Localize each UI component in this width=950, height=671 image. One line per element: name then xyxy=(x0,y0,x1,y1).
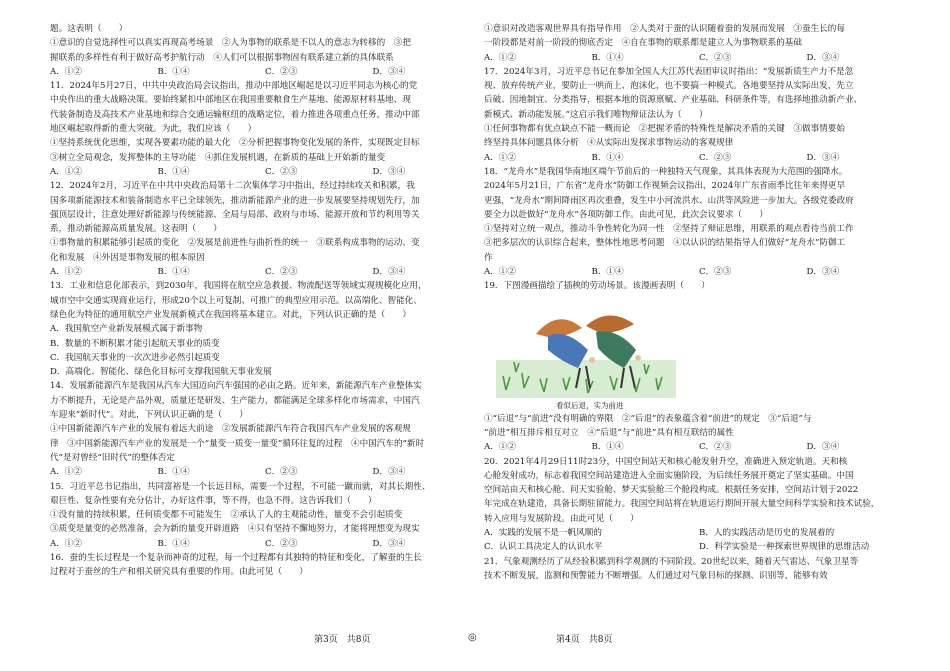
right-column-bottom xyxy=(484,412,914,584)
answer-option: A．①② xyxy=(484,52,516,63)
right-column xyxy=(484,22,914,583)
text-line: 空间站由天和核心舱、问天实验舱、梦天实验舱三个舱段构成。根据任务安排，空间站计划于2022 xyxy=(484,485,859,496)
page-number-left: 第3页 共8页 xyxy=(314,635,371,645)
answer-options xyxy=(484,440,914,454)
text-line: ①任何事物都有优点缺点不能一概而论 ②把握矛盾的特殊性是解决矛盾的关键 ③做事情要始 xyxy=(484,124,845,135)
text-line: ③把多层次的认识综合起来，整体性地思考问题 ④以认识的结果指导人们做好“龙舟水”防御工 xyxy=(484,238,846,249)
text-line: B．数量的不断积累才能引起航天事业的质变 xyxy=(50,338,220,349)
text-line: 后破、因地制宜、分类指导，根据本地的资源禀赋、产业基础、科研条件等，有选择地推动新产业、 xyxy=(484,95,863,106)
answer-option: B．①④ xyxy=(591,152,624,163)
answer-option: B．①④ xyxy=(591,267,624,278)
answer-option: A．①② xyxy=(50,66,82,77)
text-line: 一阶段都是对前一阶段的彻底否定 ④自在事物的联系都是建立人为事物联系的基础 xyxy=(484,38,802,49)
answer-option: A．①② xyxy=(50,467,82,478)
text-line: 强顶层设计，注意处理好新能源与传统能源、全局与局部、政府与市场、能源开放和节约利用等关 xyxy=(50,209,420,220)
answer-option: B．①④ xyxy=(157,467,190,478)
answer-option: D．③④ xyxy=(806,52,840,63)
answer-option: D．③④ xyxy=(806,152,840,163)
text-line: 国多项新能源技术和装备制造水平已全球领先，推动新能源产业的进一步发展要坚持规划先行，加 xyxy=(50,195,420,206)
text-line: 12．2024年2月，习近平在中共中央政治局第十二次集体学习中指出，经过持续攻关和积累，我 xyxy=(50,181,415,192)
text-line: A．我国航空产业新发展模式属于新事物 xyxy=(50,324,203,335)
text-line: 11．2024年5月27日，中共中央政治局会议指出，推动中部地区崛起是以习近平同志为核心的党 xyxy=(50,81,418,92)
text-line: ①坚持对立统一观点，推动斗争性转化为同一性 ②坚持了辩证思维，用联系的观点看待当前工作 xyxy=(484,224,854,235)
answer-option: D．③④ xyxy=(372,166,406,177)
answer-options xyxy=(50,465,480,479)
text-line: 要全力以赴做好“龙舟水”各项防御工作。由此可见，此次会议要求（ ） xyxy=(484,209,768,220)
answer-option: C．②③ xyxy=(699,442,732,453)
rice-planting-cartoon-icon xyxy=(496,298,676,398)
right-column-top xyxy=(484,22,914,294)
answer-option: A．①② xyxy=(484,152,516,163)
answer-option: B．①④ xyxy=(591,52,624,63)
text-line: 握联系的多样性有利于做好高考护航行动 ④人们可以根据事物固有联系建立新的具体联系 xyxy=(50,52,394,63)
answer-options xyxy=(484,51,914,65)
binding-hole-icon: ◎ xyxy=(468,632,477,643)
text-line: 艰巨性、复杂性要有充分估计，办好这件事，等不得，也急不得。这告诉我们（ ） xyxy=(50,495,377,506)
text-line: 年完成在轨建造，具备长期驻留能力。我国空间站将在轨道运行期间开展大量空间科学实验和技术试验， xyxy=(484,499,880,510)
text-line: 技术不断发展，监测和预警能力不断增强。人们通过对气象目标的探测、识别等，能够有效 xyxy=(484,570,828,581)
text-line: 19．下图漫画描绘了插秧的劳动场景。该漫画表明（ ） xyxy=(484,281,710,292)
answer-option: B．①④ xyxy=(157,166,190,177)
text-line: ①坚持系统优化思维，实现各要素功能的最大化 ②分析把握事物变化发展的条件，实现既定目标 xyxy=(50,138,420,149)
text-line: 21．气象观测经历了从经验积累到科学观测的不同阶段。20世纪以来，随着天气雷达、气象卫星等 xyxy=(484,556,859,567)
text-line: ③树立全局观念，发挥整体的主导功能 ④抓住发展机遇，在新质的基础上开始新的量变 xyxy=(50,152,386,163)
answer-option: C．认识工具决定人的认识水平 xyxy=(484,542,603,553)
answer-option: A．①② xyxy=(484,267,516,278)
page-number-right: 第4页 共8页 xyxy=(556,635,613,645)
text-line: 视、放弃传统产业，要防止一哄而上、泡沫化，也不要搞一种模式。各地要坚持从实际出发，先立 xyxy=(484,81,854,92)
text-line: 力不断提升，无论是产品外观，质量还是研发、生产能力，都能满足全球多样化市场需求，中国汽 xyxy=(50,395,420,406)
answer-option: A．①② xyxy=(50,166,82,177)
answer-option: B．①④ xyxy=(157,267,190,278)
figure-caption: 看似后退，实为前进 xyxy=(556,400,624,410)
text-line: 律 ③中国新能源汽车产业的发展是一个“量变一质变一量变”循环往复的过程 ④中国汽车的“新时 xyxy=(50,438,425,449)
text-line: 终坚持具体问题具体分析 ④从实际出发探求事物运动的客观规律 xyxy=(484,138,734,149)
text-line: C．我国航天事业的一次次进步必然引起质变 xyxy=(50,352,220,363)
text-line: 14．发展新能源汽车是我国从汽车大国迈向汽车强国的必由之路。近年来，新能源汽车产业整体实 xyxy=(50,381,422,392)
text-line: ①事物量的积累能够引起质的变化 ②发展是前进性与曲折性的统一 ③联系构成事物的运动、变 xyxy=(50,238,420,249)
answer-option: C．②③ xyxy=(265,166,298,177)
text-line: 转入应用与发展阶段。由此可见（ ） xyxy=(484,513,639,524)
text-line: ①中国新能源汽车产业的发展有着远大前途 ②发展新能源汽车符合我国汽车产业发展的客观规 xyxy=(50,424,411,435)
text-line: 地区崛起取得新的重大突破。为此，我们应该（ ） xyxy=(50,124,257,135)
answer-option: B．①④ xyxy=(157,538,190,549)
answer-options xyxy=(484,151,914,165)
text-line: 城市空中交通实现商业运行，形成20个以上可复制、可推广的典型应用示范。以高端化、智能化、 xyxy=(50,295,422,306)
answer-option: D．③④ xyxy=(372,66,406,77)
answer-option: D．科学实验是一种探索世界规律的思维活动 xyxy=(699,542,870,553)
text-line: 新模式、新动能发展。”这启示我们唯物辩证法认为（ ） xyxy=(484,109,708,120)
text-line: 绿色化为特征的通用航空产业发展新模式在我国将基本建立。对此，下列认识正确的是（ ） xyxy=(50,309,411,320)
cartoon-figure xyxy=(496,298,676,410)
answer-option: A．①② xyxy=(50,267,82,278)
text-line: 15．习近平总书记指出，共同富裕是一个长远目标，需要一个过程，不可能一蹴而就，对其长期性、 xyxy=(50,481,431,492)
answer-option: C．②③ xyxy=(699,52,732,63)
text-line: 题。这表明（ ） xyxy=(50,24,128,34)
text-line: 心舱发射成功，标志着我国空间站建造进入全面实施阶段，为后续任务展开奠定了坚实基础。中国 xyxy=(484,470,854,481)
text-line: D．高端化、智能化、绿色化目标可支撑我国航天事业发展 xyxy=(50,367,272,378)
answer-option: D．③④ xyxy=(372,467,406,478)
text-line: 作 xyxy=(484,252,493,263)
text-line: ①意识对改造客观世界具有指导作用 ②人类对于蚕的认识随着蚕的发展而发展 ③蚕生长的每 xyxy=(484,24,845,34)
answer-option: D．③④ xyxy=(806,267,840,278)
answer-option: C．②③ xyxy=(699,267,732,278)
answer-option: A．①② xyxy=(50,538,82,549)
answer-options xyxy=(484,265,914,279)
answer-option: B．①④ xyxy=(157,66,190,77)
answer-option: C．②③ xyxy=(265,66,298,77)
text-line: ③质变是量变的必然准备，会为新的量变开辟道路 ④只有坚持不懈地努力，才能将理想变为现实 xyxy=(50,524,420,535)
text-line: 过程对于蚕丝的生产和相关研究具有重要的作用。由此可见（ ） xyxy=(50,567,308,578)
answer-option: C．②③ xyxy=(699,152,732,163)
text-line: 中央作出的重大战略决策。要始终紧扣中部地区在我国重要粮食生产基地、能源原材料基地、现 xyxy=(50,95,411,106)
answer-options xyxy=(50,165,480,179)
answer-options xyxy=(484,526,914,540)
text-line: 系，推动新能源高质量发展。这表明（ ） xyxy=(50,224,222,235)
text-line: ①“后退”与“前进”没有明确的界限 ②“后退”的表象蕴含着“前进”的规定 ③“后退”与 xyxy=(484,413,812,424)
answer-option: A．①② xyxy=(484,442,516,453)
answer-option: D．③④ xyxy=(806,442,840,453)
answer-option: D．③④ xyxy=(372,267,406,278)
answer-option: B．人的实践活动是历史的发展着的 xyxy=(699,528,835,539)
text-line: 化和发展 ④外因是事物发展的根本原因 xyxy=(50,252,205,263)
answer-options xyxy=(50,537,480,551)
answer-options xyxy=(50,265,480,279)
text-line: 17．2024年3月，习近平总书记在参加全国人大江苏代表团审议时指出：“发展新质生产力不是忽 xyxy=(484,66,854,77)
answer-option: D．③④ xyxy=(372,538,406,549)
text-line: ①没有量的持续积累，任何质变都不可能发生 ②承认了人的主观能动性，量变不会引起质变 xyxy=(50,510,403,521)
text-line: 13．工业和信息化部表示，到2030年，我国将在航空应急救援、物流配送等领域实现规模化应用， xyxy=(50,281,427,292)
answer-options xyxy=(484,540,914,554)
text-line: 2024年5月21日，广东省“龙舟水”防御工作视频会议指出，2024年广东省雨季比往年来得更早 xyxy=(484,181,846,192)
text-line: “前进”相互排斥相互对立 ④“后退”与“前进”具有相互联结的属性 xyxy=(484,427,734,438)
answer-option: B．①④ xyxy=(591,442,624,453)
answer-option: A．实践的发展不是一帆风顺的 xyxy=(484,528,602,539)
text-line: ①意识的自觉选择性可以真实再现高考场景 ②人为事物的联系是不以人的意志为转移的 ③把 xyxy=(50,38,411,49)
left-column xyxy=(50,22,480,580)
answer-option: C．②③ xyxy=(265,467,298,478)
text-line: 20．2021年4月29日11时23分，中国空间站天和核心舱发射升空，准确进入预定轨道。天和核 xyxy=(484,456,848,467)
text-line: 18．“龙舟水”是我国华南地区端午节前后的一种独特天气现象，其具体表现为大范围的强降水。 xyxy=(484,166,848,177)
text-line: 代”是对曾经“旧时代”的整体否定 xyxy=(50,452,175,463)
answer-options xyxy=(50,65,480,79)
text-line: 16．蚕的生长过程是一个复杂而神奇的过程，每一个过程都有其独特的特征和变化，了解蚕的生长 xyxy=(50,552,422,563)
text-line: 更强，“龙舟水”期间降雨区再次重叠，发生中小河流洪水、山洪等风险进一步加大。各级党委政府 xyxy=(484,195,854,206)
answer-option: C．②③ xyxy=(265,538,298,549)
answer-option: C．②③ xyxy=(265,267,298,278)
text-line: 车迎来“新时代”。对此，下列认识正确的是（ ） xyxy=(50,410,248,421)
text-line: 代装备制造及高技术产业基地和综合交通运输枢纽的战略定位，着力推进各项重点任务，推动中部 xyxy=(50,109,420,120)
